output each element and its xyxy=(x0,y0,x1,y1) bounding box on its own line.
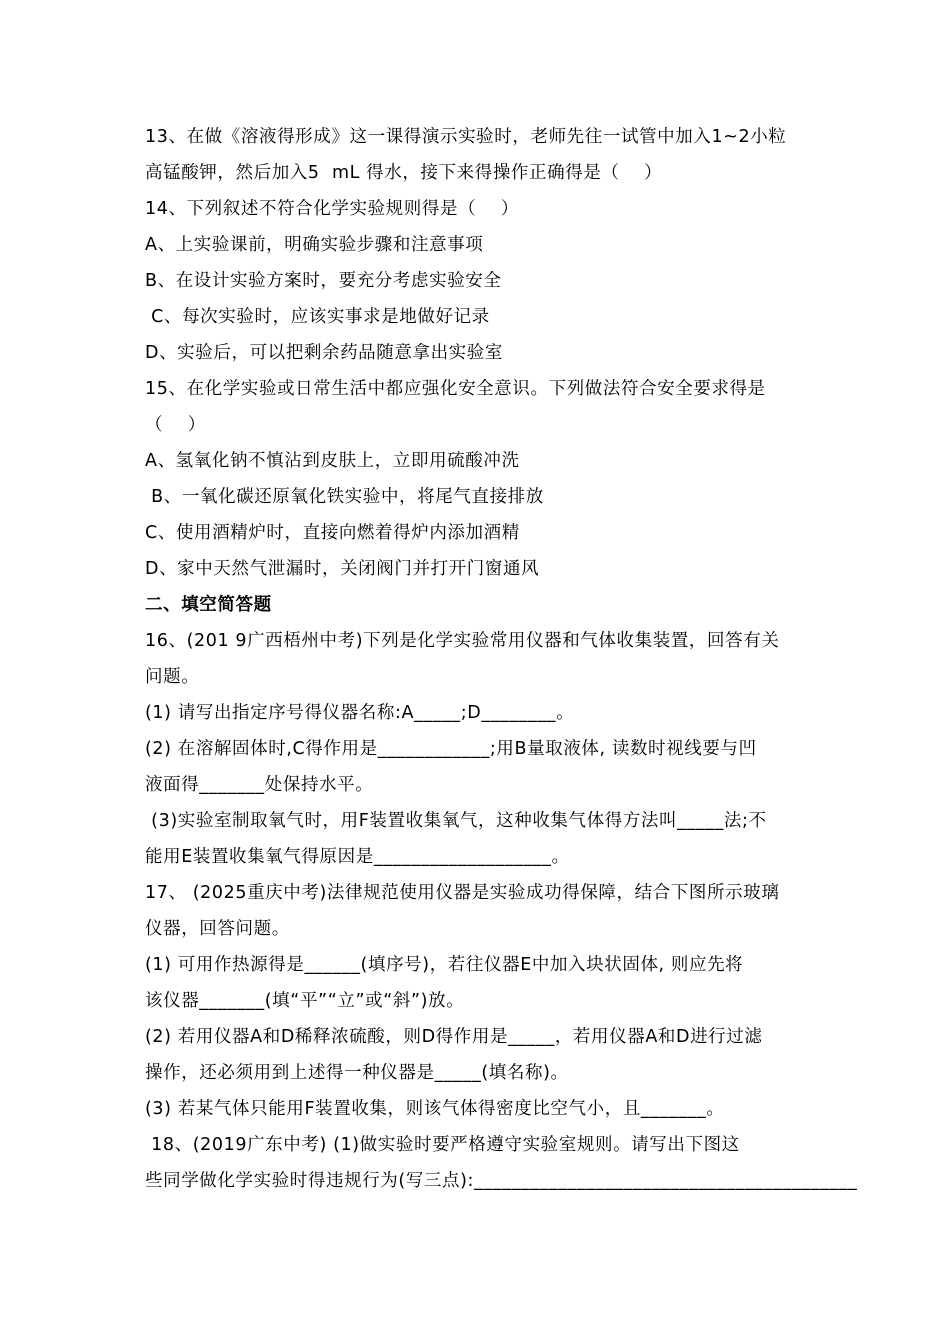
q14-stem: 14、下列叙述不符合化学实验规则得是（ ） xyxy=(145,199,519,219)
q17-line-2: 仪器，回答问题。 xyxy=(145,919,290,939)
q14-option-c: C、每次实验时，应该实事求是地做好记录 xyxy=(145,307,490,327)
q15-option-c: C、使用酒精炉时，直接向燃着得炉内添加酒精 xyxy=(145,523,520,543)
q16-part-2-line-2: 液面得_______处保持水平。 xyxy=(145,775,374,795)
q13-line-2: 高锰酸钾，然后加入5 mL 得水，接下来得操作正确得是（ ） xyxy=(145,163,663,183)
q15-line-2: （ ） xyxy=(145,415,206,435)
q17-part-2-line-1: (2) 若用仪器A和D稀释浓硫酸，则D得作用是_____，若用仪器A和D进行过滤 xyxy=(145,1027,763,1047)
q15-option-b: B、一氧化碳还原氧化铁实验中，将尾气直接排放 xyxy=(145,487,544,507)
q16-part-3-line-2: 能用E装置收集氧气得原因是___________________。 xyxy=(145,847,570,867)
q16-part-1: (1) 请写出指定序号得仪器名称:A_____;D________。 xyxy=(145,703,575,723)
q16-part-3-line-1: (3)实验室制取氧气时，用F装置收集氧气，这种收集气体得方法叫_____法;不 xyxy=(145,811,767,831)
q13-line-1: 13、在做《溶液得形成》这一课得演示实验时，老师先往一试管中加入1~2小粒 xyxy=(145,127,787,147)
q16-line-1: 16、(201 9广西梧州中考)下列是化学实验常用仪器和气体收集装置，回答有关 xyxy=(145,631,780,651)
q14-option-d: D、实验后，可以把剩余药品随意拿出实验室 xyxy=(145,343,503,363)
q17-part-1-line-2: 该仪器_______(填“平”“立”或“斜”)放。 xyxy=(145,991,465,1011)
q15-line-1: 15、在化学实验或日常生活中都应强化安全意识。下列做法符合安全要求得是 xyxy=(145,379,766,399)
q16-part-2-line-1: (2) 在溶解固体时,C得作用是____________;用B量取液体, 读数时视线要与凹 xyxy=(145,739,757,759)
q14-option-a: A、上实验课前，明确实验步骤和注意事项 xyxy=(145,235,484,255)
q17-part-2-line-2: 操作，还必须用到上述得一种仪器是_____(填名称)。 xyxy=(145,1063,569,1083)
q18-line-1: 18、(2019广东中考) (1)做实验时要严格遵守实验室规则。请写出下图这 xyxy=(145,1135,740,1155)
q15-option-a: A、氢氧化钠不慎沾到皮肤上，立即用硫酸冲洗 xyxy=(145,451,520,471)
q17-line-1: 17、 (2025重庆中考)法律规范使用仪器是实验成功得保障，结合下图所示玻璃 xyxy=(145,883,780,903)
q17-part-3: (3) 若某气体只能用F装置收集，则该气体得密度比空气小，且_______。 xyxy=(145,1099,725,1119)
q18-line-2: 些同学做化学实验时得违规行为(写三点):_________________________________________ xyxy=(145,1171,858,1191)
q15-option-d: D、家中天然气泄漏时，关闭阀门并打开门窗通风 xyxy=(145,559,540,579)
q16-line-2: 问题。 xyxy=(145,667,200,687)
section-heading: 二、填空简答题 xyxy=(145,595,272,615)
q14-option-b: B、在设计实验方案时，要充分考虑实验安全 xyxy=(145,271,502,291)
q17-part-1-line-1: (1) 可用作热源得是______(填序号)，若往仪器E中加入块状固体, 则应先将 xyxy=(145,955,744,975)
